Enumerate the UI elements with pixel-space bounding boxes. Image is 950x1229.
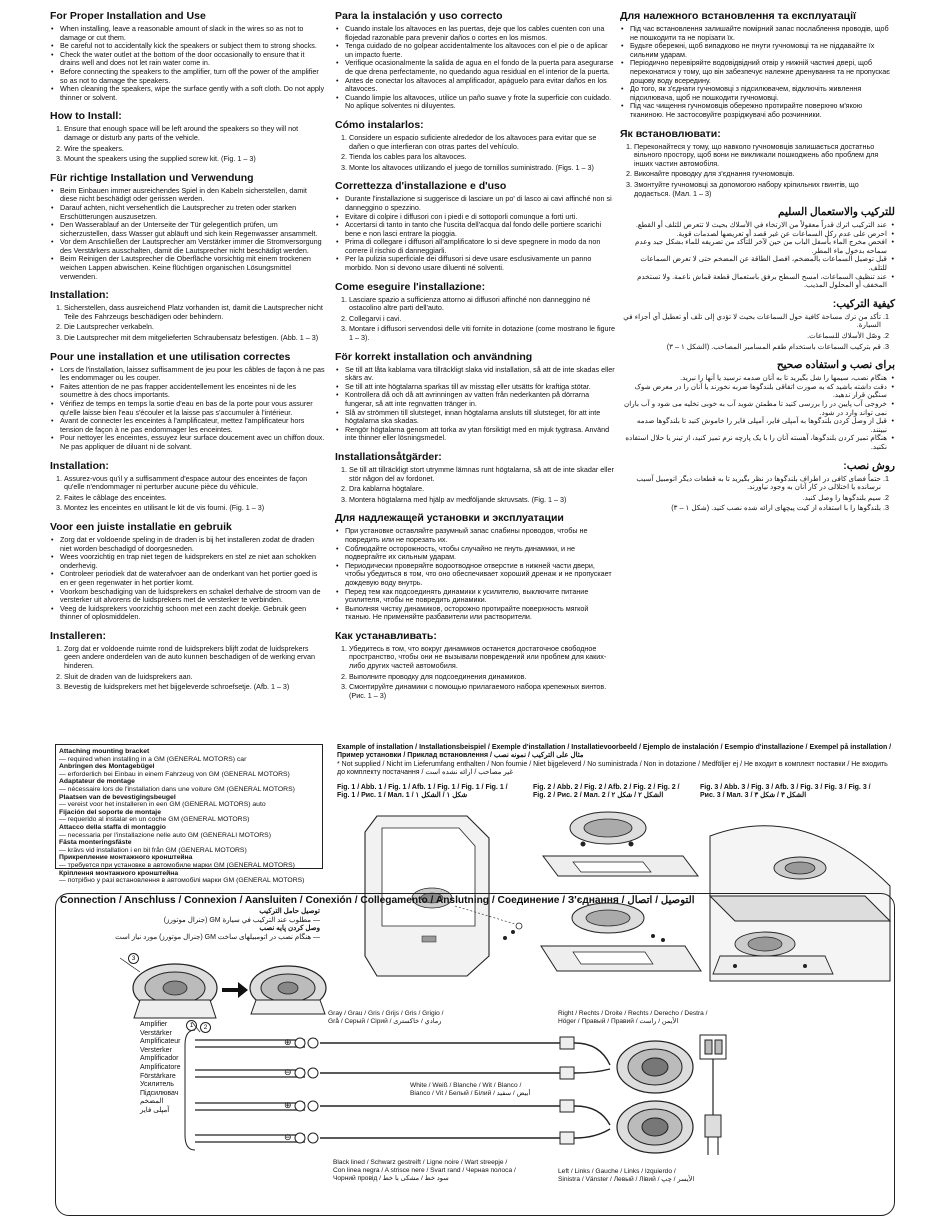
column-middle	[335, 10, 615, 704]
instruction-section	[620, 298, 895, 351]
step-item: 3. Die Lautsprecher mit dem mitgelieferten Schraubensatz befestigen. (Abb. 1 – 3)	[64, 334, 325, 343]
instruction-section	[620, 206, 895, 290]
instruction-section	[50, 630, 325, 692]
bracket-description: — requerido al instalar en un coche GM (GENERAL MOTORS)	[59, 816, 250, 824]
bullet-list	[620, 221, 895, 290]
bracket-description: — nécessaire lors de l'installation dans une voiture GM (GENERAL MOTORS)	[59, 785, 295, 793]
bullet-item: • Cuando instale los altavoces en las puertas, deje que los cables cuenten con una flojedad razonable para prevenir daños o cortes en los mismos.	[343, 25, 615, 42]
step-item: 3. Bevestig de luidsprekers met het bijgeleverde schroefsetje. (Afb. 1 – 3)	[64, 683, 325, 692]
bracket-description: — required when installing in a GM (GENERAL MOTORS) car	[59, 755, 247, 763]
step-item: 2. Sluit de draden van de luidsprekers aan.	[64, 673, 325, 682]
step-item: 1. Sicherstellen, dass ausreichend Platz vorhanden ist, damit die Lautsprecher nicht Teile des Fahrzeugs beschädigen oder behindern.	[64, 304, 325, 321]
step-item: 1. Ensure that enough space will be left around the speakers so they will not damage or disturb any parts of the vehicle.	[64, 125, 325, 142]
section-heading: Come eseguire l'installazione:	[335, 280, 486, 293]
section-heading: Für richtige Installation und Verwendung	[50, 171, 254, 184]
instruction-section	[335, 10, 615, 111]
amplifier-label: Versterker	[140, 1046, 172, 1054]
amplifier-label: Amplificador	[140, 1055, 179, 1063]
step-list	[620, 475, 895, 513]
example-title: Example of installation / Installationsbeispiel / Exemple d'installation / Installatievoorbeeld / Ejemplo de instalación / Esempio d'installazione / Exempel på installation / Пример установки / Приклад встановлення / مثال على التركيب / نمونه نصب	[337, 744, 892, 760]
bracket-heading: Fijación del soporte de montaje	[59, 808, 161, 816]
section-heading: كيفية التركيب:	[832, 297, 895, 310]
amplifier-label: Förstärkare	[140, 1072, 176, 1080]
section-heading: Voor een juiste installatie en gebruik	[50, 520, 232, 533]
section-heading: Pour une installation et une utilisation correctes	[50, 350, 291, 363]
bullet-list	[335, 366, 615, 443]
bullet-item: • Pour nettoyer les enceintes, essuyez leur surface doucement avec un chiffon doux. Ne pas appliquer de diluant ni de solvant.	[58, 434, 325, 451]
bullet-item: • افحص مخرج الماء بأسفل الباب من حين لآخر للتأكد من تصريفه للماء بشكل جيد وعدم سماحه بدخول ماء المطر.	[620, 238, 887, 255]
bullet-item: • Zorg dat er voldoende speling in de draden is bij het installeren zodat de draden niet worden beschadigd of doorgesneden.	[58, 536, 325, 553]
bracket-description: — مطلوب عند التركيب في سيارة GM (جنرال موتورز)	[163, 916, 320, 924]
bracket-description: — necessaria per l'installazione nelle auto GM (GENERALI MOTORS)	[59, 831, 271, 839]
bullet-item: • Під час чищення гучномовців обережно протирайте поверхню м'якою тканиною. Не застосовуйте розріджувачі або розчинники.	[628, 102, 895, 119]
bullet-item: • Lors de l'installation, laissez suffisamment de jeu pour les câbles de façon à ne pas les endommager ou les couper.	[58, 366, 325, 383]
bullet-item: • Antes de conectar los altavoces al amplificador, apáguelo para evitar daños en los altavoces.	[343, 77, 615, 94]
bullet-item: • Accertarsi di tanto in tanto che l'uscita dell'acqua dal fondo delle portiere scarichi bene e non lasci entrare la pioggia.	[343, 221, 615, 238]
white-wire-label: White / Weiß / Blanche / Wit / Blanco / Bianco / Vit / Белый / Білий / أبيض / سفید	[410, 1082, 531, 1097]
bullet-list	[50, 536, 325, 622]
bracket-heading: Fästa monteringsfäste	[59, 839, 132, 847]
bullet-item: • При установке оставляйте разумный запас слабины проводов, чтобы не повредить или не порезать их.	[343, 527, 615, 544]
bullet-item: • Kontrollera då och då att avrinningen av vatten från nederkanten på dörrarna fungerar, så att inte regnvatten tränger in.	[343, 391, 615, 408]
instruction-section	[620, 460, 895, 513]
instruction-section	[50, 10, 325, 102]
step-list	[335, 645, 615, 701]
step-list	[50, 645, 325, 692]
left-speaker-label: Left / Links / Gauche / Links / Izquierdo / Sinistra / Vänster / Левый / Лівий / الأيسر / چپ	[558, 1168, 695, 1183]
step-item: 3. قم بتركيب السماعات باستخدام طقم المسامير المصاحب. (الشكل ١ – ٣)	[620, 343, 881, 352]
bullet-item: • Beim Einbauen immer ausreichendes Spiel in den Kabeln sicherstellen, damit diese nicht beschädigt oder gerissen werden.	[58, 187, 325, 204]
bracket-description: — потрібно у разі встановлення в автомобілі марки GM (GENERAL MOTORS)	[59, 877, 305, 885]
section-heading: Para la instalación y uso correcto	[335, 10, 503, 22]
instruction-section	[335, 281, 615, 343]
bullet-list	[50, 25, 325, 102]
section-heading: Для належного встановлення та експлуатації	[620, 10, 856, 22]
bullet-item: • Під час встановлення залишайте помірний запас послаблення проводів, щоб не пошкодити та не порізати їх.	[628, 25, 895, 42]
amplifier-label: Amplificateur	[140, 1038, 181, 1046]
bullet-item: • Voorkom beschadiging van de luidsprekers en schakel derhalve de stroom van de versterker uit alvorens de luidsprekers met de versterker te verbinden.	[58, 588, 325, 605]
step-list	[50, 125, 325, 163]
section-heading: Для надлежащей установки и эксплуатации	[335, 512, 564, 525]
bullet-item: • Соблюдайте осторожность, чтобы случайно не пнуть динамики, и не подвергайте их сильным ударам.	[343, 545, 615, 562]
bracket-description: — krävs vid installation i en bil från GM (GENERAL MOTORS)	[59, 846, 247, 854]
minus-terminal-marker: ⊖	[284, 1132, 292, 1142]
fig1-label: Fig. 1 / Abb. 1 / Fig. 1 / Afb. 1 / Fig. 1 / Fig. 1 / Fig. 1 / Fig. 1 / Рис. 1 / Мал. 1 / شکل ۱ / الشكل ۱	[337, 784, 508, 800]
fig2-label: Fig. 2 / Abb. 2 / Fig. 2 / Afb. 2 / Fig. 2 / Fig. 2 / Fig. 2 / Рис. 2 / Мал. 2 / الشكل ۲ / شکل ۲	[533, 784, 680, 800]
bullet-item: • قبل توصيل السماعات بالمضخم، افصل الطاقة عن المضخم حتى لا تعرض السماعات للتلف.	[620, 255, 887, 272]
installation-example-header	[337, 744, 897, 778]
amplifier-label: Підсилювач	[140, 1089, 179, 1097]
callout-2-bracket: 2	[200, 1022, 211, 1033]
bullet-item: • Den Wasserablauf an der Unterseite der Tür gelegentlich prüfen, um sicherzustellen, dass Wasser gut abläuft und sich kein Regenwasser ansammelt.	[58, 221, 325, 238]
bullet-item: • Періодично перевіряйте водовідвідний отвір у нижній частині двері, щоб переконатися у тому, що він забезпечує належне дренування та не пропускає дощову воду всередину.	[628, 59, 895, 85]
bullet-item: • هنگام نصب، سیمها را شل بگیرید تا به آنان صدمه نرسید یا آنها را نبرید.	[620, 374, 887, 383]
step-list	[335, 466, 615, 504]
section-heading: För korrekt installation och användning	[335, 350, 533, 363]
column-left	[50, 10, 325, 696]
step-item: 3. Смонтируйте динамики с помощью прилагаемого набора крепежных винтов. (Рис. 1 – 3)	[349, 683, 615, 700]
instruction-section	[335, 630, 615, 701]
step-item: 1. Se till att tillräckligt stort utrymme lämnas runt högtalarna, så att de inte skadar eller stör någon del av fordonet.	[349, 466, 615, 483]
amplifier-label: Усилитель	[140, 1081, 174, 1089]
bullet-item: • Check the water outlet at the bottom of the door occasionally to ensure that it drains well and does not let rain water come in.	[58, 51, 325, 68]
bullet-item: • До того, як з'єднати гучномовці з підсилювачем, відключіть живлення підсилювача, щоб не пошкодити гучномовці.	[628, 85, 895, 102]
instruction-section	[50, 460, 325, 513]
step-list	[335, 296, 615, 343]
step-item: 2. سیم بلندگوها را وصل کنید.	[620, 494, 881, 503]
step-item: 1. Переконайтеся у тому, що навколо гучномовців залишається достатньо вільного простору, щоб вони не викликали пошкоджень або проблем для інших частин автомобіля.	[634, 143, 895, 169]
bullet-item: • Wees voorzichtig en trap niet tegen de luidsprekers en stel ze niet aan schokken onderhevig.	[58, 553, 325, 570]
amplifier-label: Verstärker	[140, 1029, 172, 1037]
amplifier-label: آمپلی فایر	[140, 1106, 170, 1114]
step-list	[50, 475, 325, 513]
callout-3-bracket: 3	[128, 953, 139, 964]
step-list	[335, 134, 615, 172]
bracket-description: — требуется при установке в автомобиле марки GM (GENERAL MOTORS)	[59, 861, 295, 869]
instruction-section	[50, 289, 325, 342]
bullet-item: • Vor dem Anschließen der Lautsprecher am Verstärker immer die Stromversorgung des Verstärkers ausschalten, damit die Lautsprecher nicht beschädigt werden.	[58, 238, 325, 255]
bullet-item: • Будьте обережні, щоб випадково не пнути гучномовці та не піддавайте їх сильним ударам.	[628, 42, 895, 59]
mounting-bracket-note	[55, 744, 323, 885]
bullet-item: • When cleaning the speakers, wipe the surface gently with a soft cloth. Do not apply thinner or solvent.	[58, 85, 325, 102]
step-item: 2. Tienda los cables para los altavoces.	[349, 153, 615, 162]
section-heading: روش نصب:	[843, 459, 895, 472]
bullet-item: • When installing, leave a reasonable amount of slack in the wires so as not to damage or cut them.	[58, 25, 325, 42]
section-heading: Cómo instalarlos:	[335, 118, 424, 131]
bullet-item: • Before connecting the speakers to the amplifier, turn off the power of the amplifier so as not to damage the speakers.	[58, 68, 325, 85]
bullet-list	[335, 25, 615, 111]
amplifier-label: Amplifier	[140, 1021, 168, 1028]
bullet-item: • Avant de connecter les enceintes à l'amplificateur, mettez l'amplificateur hors tension de façon à ne pas endommager les enceintes.	[58, 417, 325, 434]
minus-terminal-marker: ⊖	[284, 1067, 292, 1077]
bullet-item: • Verifique ocasionalmente la salida de agua en el fondo de la puerta para asegurarse de que drena perfectamente, no quedando agua residual en el interior de la puerta.	[343, 59, 615, 76]
bullet-item: • Durante l'installazione si suggerisce di lasciare un po' di lasco ai cavi affinché non si danneggino o spezzino.	[343, 195, 615, 212]
bullet-item: • Se till att inte högtalarna sparkas till av misstag eller utsätts för kraftiga stötar.	[343, 383, 615, 392]
bracket-heading: Прикрепление монтажного кронштейна	[59, 854, 193, 862]
instruction-section	[335, 180, 615, 272]
instruction-section	[620, 128, 895, 199]
plus-terminal-marker: ⊕	[284, 1100, 292, 1110]
bullet-item: • Выполняя чистку динамиков, осторожно протирайте поверхность мягкой тканью. Не применяйте разбавители или растворители.	[343, 605, 615, 622]
bullet-item: • دقت داشته باشید که به صورت اتفاقی بلندگوها ضربه نخورند یا آنان را در معرض شوک سنگین قرار ندهید.	[620, 383, 887, 400]
step-list	[620, 143, 895, 199]
bullet-item: • Faites attention de ne pas frapper accidentellement les enceintes ni de les soumettre à des chocs importants.	[58, 383, 325, 400]
fig3-label: Fig. 3 / Abb. 3 / Fig. 3 / Afb. 3 / Fig. 3 / Fig. 3 / Fig. 3 / Рис. 3 / Мал. 3 / الشكل ۳ / شکل ۳	[700, 784, 871, 800]
callout-1-bracket: 1	[186, 1020, 197, 1031]
bullet-list	[620, 374, 895, 451]
section-heading: برای نصب و استفاده صحیح	[776, 359, 895, 372]
bullet-item: • Se till att låta kablarna vara tillräckligt slaka vid installation, så att de inte skadas eller skärs av.	[343, 366, 615, 383]
right-speaker-label: Right / Rechts / Droite / Rechts / Derecho / Destra / Höger / Правый / Правий / الأيمن / راست	[558, 1010, 708, 1025]
bracket-heading: توصيل حامل التركيب	[259, 908, 320, 915]
section-heading: Installationsåtgärder:	[335, 450, 442, 463]
step-item: 2. Выполните проводку для подсоединения динамиков.	[349, 673, 615, 682]
step-item: 1. Убедитесь в том, что вокруг динамиков останется достаточное свободное пространство, чтобы они не вызывали повреждений или проблем для каких-либо других частей автомобиля.	[349, 645, 615, 671]
bullet-item: • Per la pulizia superficiale dei diffusori si deve usare esclusivamente un panno morbido. Non si devono usare diluenti né solventi.	[343, 255, 615, 272]
instruction-section	[50, 351, 325, 452]
bullet-item: • Prima di collegare i diffusori all'amplificatore lo si deve spegnere in modo da non correre il rischio di danneggiarli.	[343, 238, 615, 255]
bullet-item: • Controleer periodiek dat de waterafvoer aan de onderkant van het portier goed is en er geen regenwater in het portier komt.	[58, 570, 325, 587]
step-item: 3. Mount the speakers using the supplied screw kit. (Fig. 1 – 3)	[64, 155, 325, 164]
bullet-item: • Vérifiez de temps en temps la sortie d'eau en bas de la porte pour vous assurer qu'elle laisse bien l'eau s'écouler et la laisse pas s'accumuler à l'intérieur.	[58, 400, 325, 417]
not-supplied-note: * Not supplied / Nicht im Lieferumfang enthalten / Non fournie / Niet bijgeleverd / No suministrada / Non in dotazione / Medföljer ej / Не входит в комплект поставки / Не входить до комплекту постачання / غير مصاحب / ارائه نشده است	[337, 760, 888, 777]
step-item: 1. تأكد من ترك مساحة كافية حول السماعات بحيث لا تؤدي إلى تلف أو تعطيل أي أجزاء في السيارة.	[620, 313, 881, 330]
step-item: 1. Assurez-vous qu'il y a suffisamment d'espace autour des enceintes de façon qu'elle n'endommager ni perturber aucune pièce du véhicule.	[64, 475, 325, 492]
step-item: 2. Wire the speakers.	[64, 145, 325, 154]
instruction-section	[620, 359, 895, 451]
section-heading: Installeren:	[50, 629, 107, 642]
gray-wire-label: Gray / Grau / Gris / Grijs / Gris / Grigio / Grå / Серый / Сірий / رمادي / خاکستری	[328, 1010, 444, 1025]
bullet-item: • قبل از وصل کردن بلندگوها به آمپلی فایر، آمپلی فایر را خاموش کنید تا بلندگوها صدمه نبینند.	[620, 417, 887, 434]
instruction-section	[50, 172, 325, 282]
bracket-heading: Attacco della staffa di montaggio	[59, 823, 166, 831]
step-item: 3. Montez les enceintes en utilisant le kit de vis fourni. (Fig. 1 – 3)	[64, 504, 325, 513]
bullet-item: • Veeg de luidsprekers voorzichtig schoon met een zacht doekje. Gebruik geen thinner of oplosmiddelen.	[58, 605, 325, 622]
section-heading: Installation:	[50, 459, 109, 472]
step-item: 2. Виконайте проводку для з'єднання гучномовців.	[634, 170, 895, 179]
step-item: 1. Lasciare spazio a sufficienza attorno ai diffusori affinché non danneggino né ostacolino altre parti dell'auto.	[349, 296, 615, 313]
bullet-list	[50, 366, 325, 452]
section-heading: How to Install:	[50, 110, 122, 123]
step-item: 2. Die Lautsprecher verkabeln.	[64, 323, 325, 332]
step-item: 1. Zorg dat er voldoende ruimte rond de luidsprekers blijft zodat de luidsprekers geen andere onderdelen van de auto kunnen beschadigen of de werking ervan hinderen.	[64, 645, 325, 671]
section-heading: Installation:	[50, 289, 109, 302]
instruction-section	[335, 119, 615, 172]
step-item: 2. وصّل الأسلاك للسماعات.	[620, 332, 881, 341]
bullet-item: • Darauf achten, nicht versehentlich die Lautsprecher zu treten oder starken Erschütterungen auszusetzen.	[58, 204, 325, 221]
section-heading: للتركيب والاستعمال السليم	[778, 206, 895, 219]
step-item: 3. بلندگوها را با استفاده از کیت پیچهای ارائه شده نصب کنید. (شکل ۱ – ۳)	[620, 504, 881, 513]
bullet-item: • Перед тем как подсоединять динамики к усилителю, выключите питание усилителя, чтобы не повредить динамики.	[343, 588, 615, 605]
step-item: 3. Montare i diffusori servendosi delle viti fornite in dotazione (come mostrano le figure 1 – 3).	[349, 325, 615, 342]
bracket-heading: Plaatsen van de bevestigingsbeugel	[59, 793, 176, 801]
step-item: 2. Faites le câblage des enceintes.	[64, 494, 325, 503]
instruction-section	[335, 512, 615, 622]
bullet-item: • خروجی آب پایین در را بررسی کنید تا مطمئن شوید آب به خوبی تخلیه می شود و آب باران نمی تواند وارد در شود.	[620, 400, 887, 417]
bracket-description: — هنگام نصب در اتومبیلهای ساخت GM (جنرال موتورز) مورد نیاز است	[115, 933, 320, 941]
bullet-item: • Cuando limpie los altavoces, utilice un paño suave y frote la superficie con cuidado. No aplique solventes ni diluyentes.	[343, 94, 615, 111]
instruction-section	[50, 521, 325, 622]
step-item: 1. حتماً فضای کافی در اطراف بلندگوها در نظر بگیرید تا به قطعات دیگر اتومبیل آسیب نرسانده یا اختلالی در کار آنان به وجود نیاورند.	[620, 475, 881, 492]
bullet-item: • عند التركيب اترك قدراً معقولاً من الارتخاء في الأسلاك بحيث لا تتعرض للتلف أو القطع.	[620, 221, 887, 230]
instruction-section	[620, 10, 895, 120]
bracket-heading: Attaching mounting bracket	[59, 748, 150, 755]
black-lined-wire-label: Black lined / Schwarz gestreift / Ligne noire / Wart streepje / Con linea negra / A strisce nere / Svart rand / Черная полоса / Чорний провід / سود خط / مشكى با خط	[333, 1159, 516, 1182]
step-item: 3. Змонтуйте гучномовці за допомогою набору кріпильних гвинтів, що додається. (Мал. 1 – 3)	[634, 181, 895, 198]
step-item: 2. Collegarvi i cavi.	[349, 315, 615, 324]
step-list	[50, 304, 325, 342]
bullet-item: • Evitare di colpire i diffusori con i piedi e di sottoporli comunque a forti urti.	[343, 213, 615, 222]
bullet-item: • هنگام تمیز کردن بلندگوها، آهسته آنان را با یک پارچه نرم تمیز کنید، از تینر یا حلال استفاده نکنید.	[620, 434, 887, 451]
bullet-list	[335, 527, 615, 622]
bullet-item: • Tenga cuidado de no golpear accidentalmente los altavoces con el pie o de aplicar un impacto fuerte.	[343, 42, 615, 59]
section-heading: Як встановлювати:	[620, 127, 721, 140]
column-right	[620, 10, 895, 517]
amplifier-label: Amplificatore	[140, 1063, 181, 1071]
bullet-item: • Be careful not to accidentally kick the speakers or subject them to strong shocks.	[58, 42, 325, 51]
bullet-list	[620, 25, 895, 120]
bullet-item: • Slå av strömmen till slutsteget, innan högtalarna ansluts till slutsteget, för att inte högtalarna ska skadas.	[343, 409, 615, 426]
step-item: 3. Monte los altavoces utilizando el juego de tornillos suministrado. (Figs. 1 – 3)	[349, 164, 615, 173]
step-list	[620, 313, 895, 351]
plus-terminal-marker: ⊕	[284, 1037, 292, 1047]
bullet-item: • Beim Reinigen der Lautsprecher die Oberfläche vorsichtig mit einem trockenen weichen Lappen abwischen. Keine flüchtigen organischen Lösungsmittel verwenden.	[58, 255, 325, 281]
bracket-heading: وصل كردن پایه نصب	[259, 925, 320, 933]
wiring-diagram	[55, 1025, 895, 1165]
step-item: 3. Montera högtalarna med hjälp av medföljande skruvsats. (Fig. 1 – 3)	[349, 496, 615, 505]
bracket-heading: Adaptateur de montage	[59, 778, 135, 786]
step-item: 1. Considere un espacio suficiente alrededor de los altavoces para evitar que se dañen o que interfieran con otras partes del vehículo.	[349, 134, 615, 151]
bracket-heading: Anbringen des Montagebügel	[59, 763, 155, 771]
bracket-description: — erforderlich bei Einbau in einem Fahrzeug von GM (GENERAL MOTORS)	[59, 770, 290, 778]
instruction-section	[335, 451, 615, 504]
instruction-section	[50, 110, 325, 163]
bullet-list	[50, 187, 325, 282]
section-heading: For Proper Installation and Use	[50, 10, 206, 22]
bullet-list	[335, 195, 615, 272]
bullet-item: • Rengör högtalarna genom att torka av ytan försiktigt med en mjuk tygtrasa. Använd inte thinner eller lösningsmedel.	[343, 426, 615, 443]
step-item: 2. Dra kablarna högtalare.	[349, 485, 615, 494]
bullet-item: • احرص على عدم ركل السماعات عن غير قصد أو تعريضها لصدمات قوية.	[620, 230, 887, 239]
section-heading: Correttezza d'installazione e d'uso	[335, 180, 507, 193]
bracket-description: — vereist voor het installeren in een GM (GENERAL MOTORS) auto	[59, 801, 266, 809]
section-heading: Как устанавливать:	[335, 629, 437, 642]
bracket-heading: Кріплення монтажного кронштейна	[59, 869, 179, 877]
instruction-section	[335, 351, 615, 443]
bullet-item: • عند تنظيف السماعات، امسح السطح برفق باستعمال قطعة قماش ناعمة. ولا تستخدم المخفف أو المحلول المذيب.	[620, 273, 887, 290]
bullet-item: • Периодически проверяйте водоотводное отверстие в нижней части двери, чтобы убедиться в том, что оно обеспечивает хороший дренаж и не пропускает дождевую воду внутрь.	[343, 562, 615, 588]
connection-title: Connection / Anschluss / Connexion / Aansluiten / Conexión / Collegamento / Anslutning / Соединение / З'єднання / التوصيل / اتصال	[60, 895, 695, 906]
amplifier-label: المضخم	[140, 1098, 164, 1106]
